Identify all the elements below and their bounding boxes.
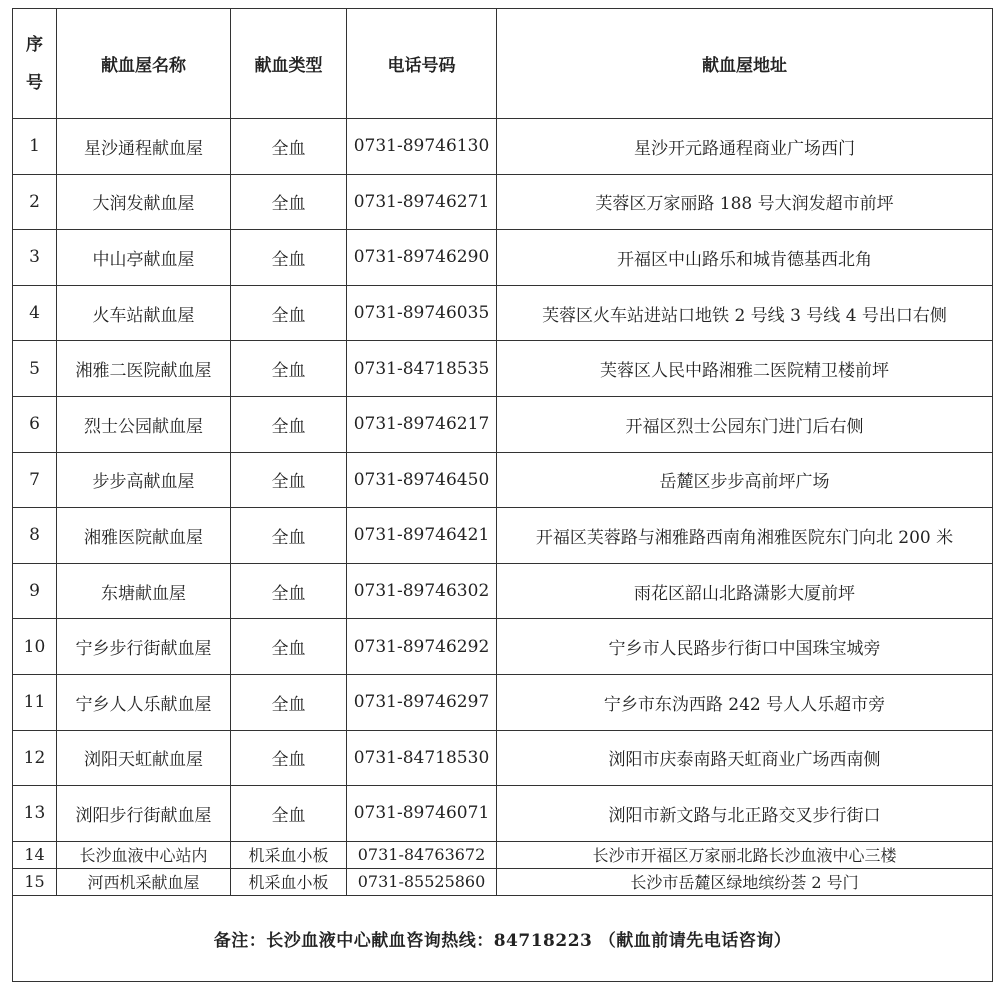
cell-type: 全血 — [231, 285, 347, 341]
table-row — [13, 868, 993, 895]
table-row — [13, 563, 993, 619]
cell-phone: 0731-89746297 — [347, 674, 497, 730]
table-row — [13, 396, 993, 452]
header-type: 献血类型 — [231, 9, 347, 119]
cell-name: 中山亭献血屋 — [57, 230, 231, 286]
table-body — [13, 119, 993, 896]
cell-address: 宁乡市东沩西路 242 号人人乐超市旁 — [497, 674, 993, 730]
hotline-note: 备注：长沙血液中心献血咨询热线：84718223 （献血前请先电话咨询） — [13, 895, 993, 981]
cell-phone: 0731-84718530 — [347, 730, 497, 786]
cell-name: 烈士公园献血屋 — [57, 396, 231, 452]
cell-address: 浏阳市庆泰南路天虹商业广场西南侧 — [497, 730, 993, 786]
cell-address: 芙蓉区火车站进站口地铁 2 号线 3 号线 4 号出口右侧 — [497, 285, 993, 341]
cell-seq: 2 — [13, 174, 57, 230]
cell-address: 芙蓉区万家丽路 188 号大润发超市前坪 — [497, 174, 993, 230]
header-address: 献血屋地址 — [497, 9, 993, 119]
cell-phone: 0731-89746035 — [347, 285, 497, 341]
cell-address: 开福区芙蓉路与湘雅路西南角湘雅医院东门向北 200 米 — [497, 508, 993, 564]
table-row — [13, 119, 993, 175]
cell-address: 雨花区韶山北路潇影大厦前坪 — [497, 563, 993, 619]
cell-type: 全血 — [231, 230, 347, 286]
cell-seq: 6 — [13, 396, 57, 452]
cell-name: 东塘献血屋 — [57, 563, 231, 619]
cell-name: 浏阳步行街献血屋 — [57, 786, 231, 842]
cell-phone: 0731-84718535 — [347, 341, 497, 397]
header-row — [13, 9, 993, 119]
cell-phone: 0731-89746302 — [347, 563, 497, 619]
cell-type: 全血 — [231, 786, 347, 842]
cell-address: 开福区烈士公园东门进门后右侧 — [497, 396, 993, 452]
cell-seq: 8 — [13, 508, 57, 564]
cell-phone: 0731-89746130 — [347, 119, 497, 175]
table-row — [13, 230, 993, 286]
table-row — [13, 452, 993, 508]
cell-name: 宁乡人人乐献血屋 — [57, 674, 231, 730]
table-row — [13, 674, 993, 730]
cell-address: 开福区中山路乐和城肯德基西北角 — [497, 230, 993, 286]
cell-phone: 0731-89746271 — [347, 174, 497, 230]
cell-seq: 11 — [13, 674, 57, 730]
cell-phone: 0731-89746290 — [347, 230, 497, 286]
cell-name: 宁乡步行街献血屋 — [57, 619, 231, 675]
cell-phone: 0731-85525860 — [347, 868, 497, 895]
header-seq-char-1: 序 — [26, 34, 43, 55]
cell-address: 宁乡市人民路步行街口中国珠宝城旁 — [497, 619, 993, 675]
cell-phone: 0731-84763672 — [347, 841, 497, 868]
table-row — [13, 341, 993, 397]
cell-address: 浏阳市新文路与北正路交叉步行街口 — [497, 786, 993, 842]
cell-phone: 0731-89746421 — [347, 508, 497, 564]
cell-phone: 0731-89746217 — [347, 396, 497, 452]
cell-seq: 3 — [13, 230, 57, 286]
cell-type: 机采血小板 — [231, 868, 347, 895]
cell-seq: 14 — [13, 841, 57, 868]
cell-seq: 4 — [13, 285, 57, 341]
cell-type: 全血 — [231, 341, 347, 397]
cell-address: 星沙开元路通程商业广场西门 — [497, 119, 993, 175]
cell-seq: 9 — [13, 563, 57, 619]
cell-type: 全血 — [231, 674, 347, 730]
cell-address: 长沙市开福区万家丽北路长沙血液中心三楼 — [497, 841, 993, 868]
table-row — [13, 730, 993, 786]
header-seq-char-2: 号 — [26, 72, 43, 93]
cell-seq: 12 — [13, 730, 57, 786]
note-row — [13, 895, 993, 981]
cell-type: 全血 — [231, 508, 347, 564]
cell-address: 长沙市岳麓区绿地缤纷荟 2 号门 — [497, 868, 993, 895]
cell-seq: 13 — [13, 786, 57, 842]
header-name: 献血屋名称 — [57, 9, 231, 119]
cell-type: 全血 — [231, 563, 347, 619]
cell-name: 步步高献血屋 — [57, 452, 231, 508]
cell-name: 火车站献血屋 — [57, 285, 231, 341]
cell-phone: 0731-89746071 — [347, 786, 497, 842]
blood-donation-table — [12, 8, 993, 982]
cell-name: 湘雅医院献血屋 — [57, 508, 231, 564]
cell-seq: 7 — [13, 452, 57, 508]
cell-type: 机采血小板 — [231, 841, 347, 868]
cell-seq: 15 — [13, 868, 57, 895]
table-row — [13, 786, 993, 842]
cell-name: 星沙通程献血屋 — [57, 119, 231, 175]
table-row — [13, 841, 993, 868]
cell-name: 河西机采献血屋 — [57, 868, 231, 895]
table-row — [13, 285, 993, 341]
cell-name: 大润发献血屋 — [57, 174, 231, 230]
table-row — [13, 619, 993, 675]
cell-type: 全血 — [231, 174, 347, 230]
cell-type: 全血 — [231, 119, 347, 175]
cell-type: 全血 — [231, 452, 347, 508]
cell-address: 岳麓区步步高前坪广场 — [497, 452, 993, 508]
cell-phone: 0731-89746450 — [347, 452, 497, 508]
cell-type: 全血 — [231, 619, 347, 675]
cell-name: 湘雅二医院献血屋 — [57, 341, 231, 397]
cell-phone: 0731-89746292 — [347, 619, 497, 675]
cell-seq: 5 — [13, 341, 57, 397]
table-row — [13, 174, 993, 230]
cell-name: 长沙血液中心站内 — [57, 841, 231, 868]
table-row — [13, 508, 993, 564]
cell-type: 全血 — [231, 730, 347, 786]
cell-type: 全血 — [231, 396, 347, 452]
cell-seq: 10 — [13, 619, 57, 675]
header-phone: 电话号码 — [347, 9, 497, 119]
cell-name: 浏阳天虹献血屋 — [57, 730, 231, 786]
header-seq — [13, 9, 57, 119]
cell-seq: 1 — [13, 119, 57, 175]
cell-address: 芙蓉区人民中路湘雅二医院精卫楼前坪 — [497, 341, 993, 397]
